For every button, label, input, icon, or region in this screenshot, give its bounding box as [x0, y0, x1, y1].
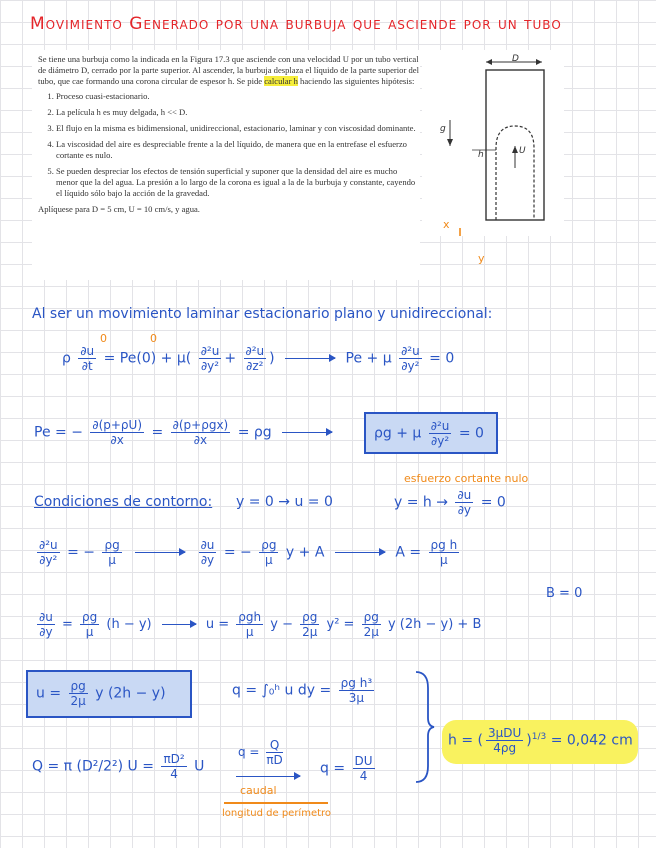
rho-symbol: ρ [62, 350, 71, 367]
box-fraction [429, 419, 452, 448]
result-exponent: 1/3 [531, 731, 547, 742]
q-result-d: 4 [359, 769, 368, 783]
box-d: ∂y² [431, 434, 450, 448]
label-U: U [519, 146, 526, 156]
eq3-n1: ∂²u [39, 538, 58, 552]
intro-text-end: haciendo las siguientes hipótesis: [300, 76, 415, 86]
eq4-n2: ρg [82, 610, 98, 624]
vel-fraction [69, 679, 88, 708]
vel-d: 2μ [70, 694, 86, 708]
label-h: h [478, 150, 484, 160]
result-d: 4ρg [493, 741, 517, 755]
bc-label: Condiciones de contorno: [34, 494, 213, 510]
eq3-d4: μ [265, 553, 273, 567]
q-def-lhs: q = [238, 745, 260, 759]
plus-sign: + [160, 350, 173, 367]
eq4-d1: ∂y [39, 625, 53, 639]
bc-2-rhs: = 0 [480, 494, 506, 511]
eq3-d2: μ [108, 553, 116, 567]
eq3-frac-3 [199, 538, 217, 567]
q-result-n: DU [354, 754, 373, 768]
box-lhs: ρg + μ [374, 425, 422, 442]
Q-fraction [161, 752, 186, 781]
du: ∂u [80, 344, 95, 358]
eq3-d5: μ [440, 553, 448, 567]
pe-eq: = [151, 424, 164, 441]
bc-1: y = 0 → u = 0 [236, 494, 333, 510]
arrow-icon [285, 358, 335, 360]
arrow-icon [135, 552, 185, 554]
problem-statement [32, 50, 420, 280]
result-fraction [486, 726, 523, 755]
rhs-fraction [399, 344, 422, 373]
Q-n: πD² [163, 752, 185, 766]
Q-d: 4 [170, 767, 178, 781]
tube-figure [422, 50, 564, 236]
dt: ∂t [81, 359, 93, 373]
bc-2-lhs: y = h → [394, 494, 448, 511]
eq3-mid2: = − [223, 544, 252, 561]
q-fraction [339, 676, 374, 705]
integration-step-2 [34, 610, 481, 639]
governing-equation-box [364, 412, 498, 454]
eq-sign: = [103, 350, 116, 367]
pe-fraction-1 [90, 418, 144, 447]
bc-2-fraction [455, 488, 473, 517]
pe-n1: ∂(p+ρU) [92, 418, 143, 432]
rhs-term: Pe + μ [345, 350, 392, 367]
b-constant: B = 0 [546, 586, 583, 601]
velocity-profile-box [26, 670, 192, 718]
eq3-d3: ∂y [200, 553, 215, 567]
eq3-frac-1 [37, 538, 60, 567]
d2u-2: ∂²u [245, 344, 265, 358]
rhs-end: = 0 [429, 350, 455, 367]
pe-term: Pe [119, 350, 137, 367]
q-integral: q = ∫₀ʰ u dy = [232, 682, 332, 699]
eq4-n1: ∂u [39, 610, 53, 624]
eq3-mid1: = − [67, 544, 95, 561]
eq4-d3: μ [245, 625, 254, 639]
pe-lhs: Pe = − [34, 424, 83, 441]
axis-y-label: y [478, 252, 485, 265]
brace-icon [412, 668, 436, 786]
note-divider [224, 802, 328, 804]
q-d: 3μ [348, 691, 365, 705]
eq3-n5: ρg h [430, 538, 458, 552]
zero-mark-2: 0 [150, 332, 157, 345]
axis-x-label: x [443, 218, 450, 231]
page-title: Movimiento Generado por una burbuja que asciende por un tubo [30, 14, 562, 34]
eq3-a-lhs: A = [395, 544, 422, 561]
Q-lhs: Q = π [32, 758, 73, 775]
q-def-fraction [266, 738, 282, 767]
eq4-p1: (h − y) [106, 617, 152, 632]
Q-paren: (D²/2²) U = [76, 758, 154, 775]
pe-d2: ∂x [193, 433, 208, 447]
eq4-frac-1 [37, 610, 55, 639]
statement-apply: Aplíquese para D = 5 cm, U = 10 cm/s, y agua. [38, 204, 200, 214]
zero-paren: (0) [136, 350, 157, 367]
label-D: D [512, 54, 519, 64]
notes-heading: Al ser un movimiento laminar estacionario plano y unidireccional: [32, 306, 493, 322]
arrow-icon [236, 776, 300, 778]
result-value: = 0,042 cm [550, 732, 633, 749]
pe-n2: ∂(p+ρgx) [172, 418, 229, 432]
total-flow-equation [32, 752, 204, 781]
pe-d1: ∂x [110, 433, 124, 447]
zero-mark-1: 0 [100, 332, 107, 345]
eq4-eq: = [61, 617, 73, 632]
pe-rhs: = ρg [237, 424, 272, 441]
eq4-d4: 2μ [302, 625, 318, 639]
rhs-d2u: ∂²u [401, 344, 420, 358]
bc-2 [394, 488, 506, 517]
d2u-dz2-fraction [244, 344, 267, 373]
pressure-equation [34, 418, 338, 447]
eq4-n4: ρg [302, 610, 318, 624]
eq3-frac-2 [102, 538, 121, 567]
arrow-icon [335, 552, 385, 554]
tube-diagram [422, 50, 564, 236]
hypothesis-1: 1. Proceso cuasi-estacionario. [56, 91, 420, 102]
rhs-dy2: ∂y² [401, 359, 420, 373]
q-result-fraction [353, 754, 375, 783]
Q-U: U [194, 758, 205, 775]
eq3-n4: ρg [261, 538, 277, 552]
q-def-d: πD [266, 753, 283, 767]
bc-2-d: ∂y [457, 503, 471, 517]
eq3-n2: ρg [104, 538, 120, 552]
hypothesis-3: 3. El flujo en la misma es bidimensional, unidireccional, estacionario, laminar y con viscosidad dominante. [56, 123, 420, 134]
hypotheses-list [32, 91, 420, 199]
intro-highlight: calcular h [264, 76, 298, 86]
hypothesis-5: 5. Se pueden despreciar los efectos de tensión superficial y suponer que la densidad del aire es mucho menor que la del agua. La presión a lo largo de la corona es igual a la de la burbuja y constante, cayendo el líquido sólo bajo la acción de la gravedad. [56, 166, 420, 199]
eq3-frac-4 [259, 538, 278, 567]
q-definition [238, 738, 286, 767]
governing-equation [374, 419, 484, 448]
vel-tail: y (2h − y) [95, 685, 166, 702]
du-dt-fraction [78, 344, 96, 373]
eq4-frac-3 [236, 610, 263, 639]
dz2: ∂z² [246, 359, 264, 373]
arrow-icon [282, 432, 332, 434]
flow-rate-per-length [232, 676, 377, 705]
momentum-equation: ρ $\frac{\partial u}{\partial t}$ = Pe(0) + μ( $\frac{\text{∂²u}}{\text{∂y²}}$ + $\frac{\text{∂²u}}{\text{∂z²}}$ ) Pe + μ $\frac{\text{∂²u}}{\text{∂y²}}$ = 0 [62, 344, 455, 373]
eq4-y: y − [270, 617, 293, 632]
eq3-tail: y + A [285, 544, 325, 561]
eq4-d5: 2μ [363, 625, 379, 639]
eq3-d1: ∂y² [39, 553, 58, 567]
eq4-n3: ρgh [238, 610, 262, 624]
d2u-dy2-fraction [199, 344, 222, 373]
q-def-n: Q [266, 738, 282, 753]
q-n: ρg h³ [340, 676, 373, 690]
q-result [320, 754, 378, 783]
eq3-n3: ∂u [200, 538, 215, 552]
integration-step-1 [34, 538, 462, 567]
hypothesis-4: 4. La viscosidad del aire es despreciable frente a la del líquido, de manera que en la entrefase el esfuerzo cortante es nulo. [56, 139, 420, 161]
eq4-frac-4 [300, 610, 319, 639]
vel-n: ρg [70, 679, 86, 693]
pe-fraction-2 [171, 418, 231, 447]
caudal-note: caudal [240, 784, 277, 797]
d2u: ∂²u [200, 344, 220, 358]
eq4-frac-2 [80, 610, 99, 639]
hypothesis-2: 2. La película h es muy delgada, h << D. [56, 107, 420, 118]
eq4-d2: μ [85, 625, 94, 639]
result-equation: h = ( $\frac{\text{3μDU}}{4\rho g}$ )$^{1/3}$ = 0,042 cm [448, 726, 633, 755]
bc-2-n: ∂u [457, 488, 472, 502]
arrow-icon [162, 624, 196, 626]
eq4-frac-5 [362, 610, 381, 639]
mu-symbol: μ [176, 350, 186, 367]
box-n: ∂²u [430, 419, 450, 433]
velocity-profile [36, 679, 166, 708]
intro-text: Se tiene una burbuja como la indicada en la Figura 17.3 que asciende con una velocidad U por un tubo vertical de diámetro D, cerrado por la parte superior. Al ascender, la burbuja desplaza el líquido de la parte superior del tubo, que cae formando una corona circular de espesor h. Se pide [38, 54, 419, 86]
bc-note: esfuerzo cortante nulo [404, 472, 529, 485]
eq4-y2: y² = [326, 617, 355, 632]
box-end: = 0 [458, 425, 484, 442]
label-g: g [440, 124, 446, 134]
longitud-note: longitud de perímetro [222, 808, 332, 819]
result-n: 3μDU [487, 726, 522, 740]
result-h: h = [448, 732, 474, 749]
dy2: ∂y² [200, 359, 220, 373]
eq4-p2: y (2h − y) + B [387, 617, 482, 632]
q-result-lhs: q = [320, 760, 346, 777]
eq4-u: u = [205, 617, 230, 632]
eq4-n5: ρg [363, 610, 379, 624]
vel-u: u = [36, 685, 62, 702]
eq3-frac-5 [429, 538, 460, 567]
statement-intro [38, 54, 420, 87]
